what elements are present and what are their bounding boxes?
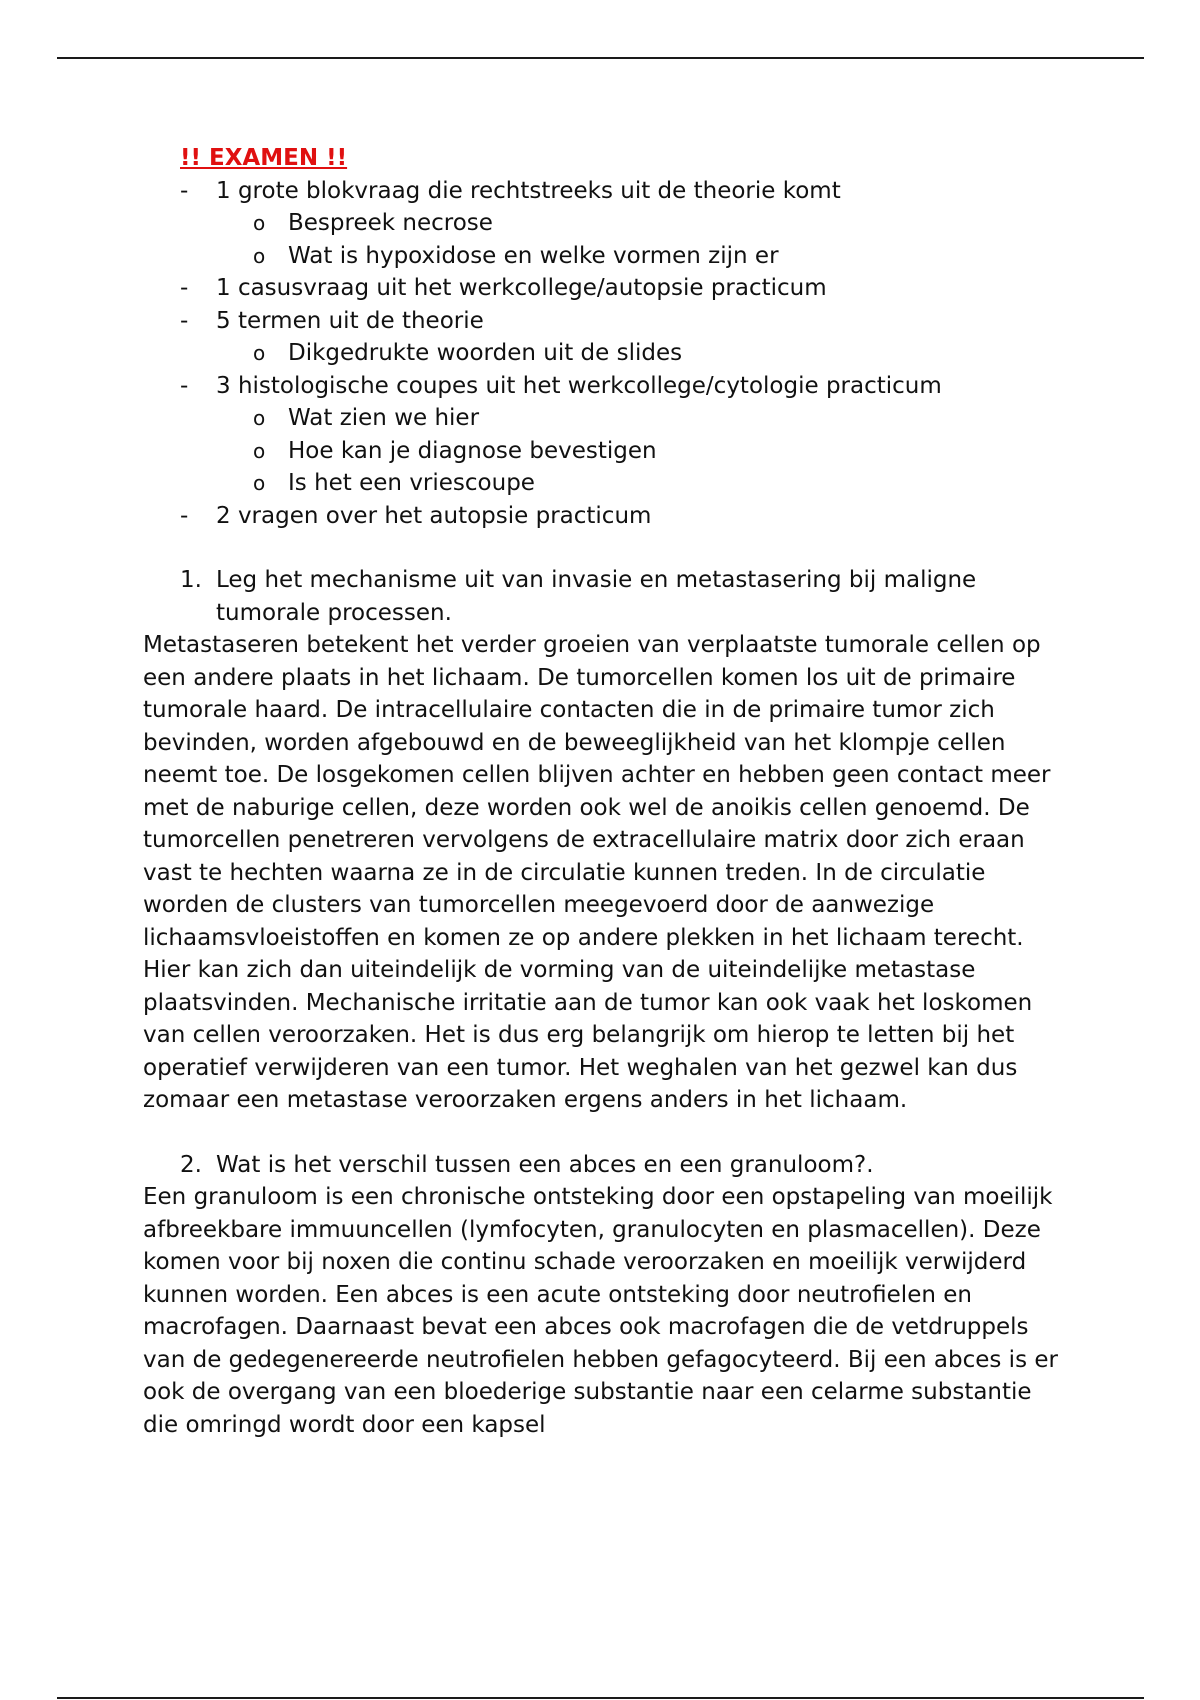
list-item [143, 500, 1063, 533]
list-item-text: 1 grote blokvraag die rechtstreeks uit de theorie komt [216, 177, 841, 204]
question-number: 2. [180, 1151, 202, 1178]
sub-list-item-text: Wat is hypoxidose en welke vormen zijn er [288, 242, 779, 269]
bullet-marker: o [253, 211, 266, 235]
question-number: 1. [180, 567, 202, 593]
dash-marker: - [180, 275, 189, 301]
question-1 [143, 564, 1063, 629]
bullet-marker: o [253, 471, 266, 495]
dash-marker: - [180, 307, 189, 334]
answer-1: Metastaseren betekent het verder groeien van verplaatste tumorale cellen op een andere plaats in het lichaam. De tumorcellen komen los uit de primaire tumorale haard. De intracellulaire contacten die in de primaire tumor zich bevinden, worden afgebouwd en de beweeglijkheid van het klompje cellen neemt toe. De losgekomen cellen blijven achter en hebben geen contact meer met de naburige cellen, deze worden ook wel de anoikis cellen genoemd. De tumorcellen penetreren vervolgens de extracellulaire matrix door zich eraan vast te hechten waarna ze in de circulatie kunnen treden. In de circulatie worden de clusters van tumorcellen meegevoerd door de aanwezige lichaamsvloeistoffen en komen ze op andere plekken in het lichaam terecht. Hier kan zich dan uiteindelijk de vorming van de uiteindelijke metastase plaatsvinden. Mechanische irritatie aan de tumor kan ook vaak het loskomen van cellen veroorzaken. Het is dus erg belangrijk om hierop te letten bij het operatief verwijderen van een tumor. Het weghalen van het gezwel kan dus zomaar een metastase veroorzaken ergens anders in het lichaam. [143, 632, 1051, 1113]
exam-heading: !! EXAMEN !! [180, 145, 348, 171]
bullet-marker: o [253, 243, 266, 268]
question-text: Leg het mechanisme uit van invasie en metastasering bij maligne tumorale processen. [216, 567, 977, 626]
list-item-text: 3 histologische coupes uit het werkcollege/cytologie practicum [216, 372, 942, 399]
answer-2: Een granuloom is een chronische ontsteking door een opstapeling van moeilijk afbreekbare immuuncellen (lymfocyten, granulocyten en plasmacellen). Deze komen voor bij noxen die continu schade veroorzaken en moeilijk verwijderd kunnen worden. Een abces is een acute ontsteking door neutrofielen en macrofagen. Daarnaast bevat een abces ook macrofagen die de vetdruppels van de gedegenereerde neutrofielen hebben gefagocyteerd. Bij een abces is er ook de overgang van een bloederige substantie naar een celarme substantie die omringd wordt door een kapsel [143, 1184, 1058, 1438]
list-item [143, 272, 1063, 305]
spacer [143, 532, 1063, 564]
bottom-rule [57, 1697, 1144, 1699]
sub-list-item-text: Wat zien we hier [288, 405, 480, 431]
bullet-marker: o [253, 406, 266, 430]
sub-list-item-text: Bespreek necrose [288, 210, 493, 236]
top-rule [57, 57, 1144, 59]
dash-marker: - [180, 502, 189, 529]
bullet-marker: o [253, 341, 266, 365]
bullet-marker: o [253, 438, 266, 463]
sub-list-item [143, 402, 1063, 435]
sub-list-item [143, 240, 1063, 273]
list-item [143, 370, 1063, 403]
document-body [143, 142, 1063, 1441]
sub-list-item [143, 467, 1063, 500]
list-item-text: 2 vragen over het autopsie practicum [216, 502, 652, 529]
list-item [143, 305, 1063, 338]
list-item-text: 1 casusvraag uit het werkcollege/autopsie practicum [216, 275, 827, 301]
question-2 [143, 1149, 1063, 1182]
list-item [143, 175, 1063, 208]
spacer [143, 1117, 1063, 1149]
sub-list-item-text: Dikgedrukte woorden uit de slides [288, 340, 683, 366]
sub-list-item [143, 435, 1063, 468]
sub-list-item [143, 337, 1063, 370]
exam-list [143, 175, 1063, 533]
list-item-text: 5 termen uit de theorie [216, 307, 484, 334]
dash-marker: - [180, 177, 189, 204]
sub-list-item-text: Is het een vriescoupe [288, 470, 535, 496]
sub-list-item-text: Hoe kan je diagnose bevestigen [288, 437, 657, 464]
question-text: Wat is het verschil tussen een abces en een granuloom?. [216, 1151, 874, 1178]
dash-marker: - [180, 372, 189, 399]
sub-list-item [143, 207, 1063, 240]
